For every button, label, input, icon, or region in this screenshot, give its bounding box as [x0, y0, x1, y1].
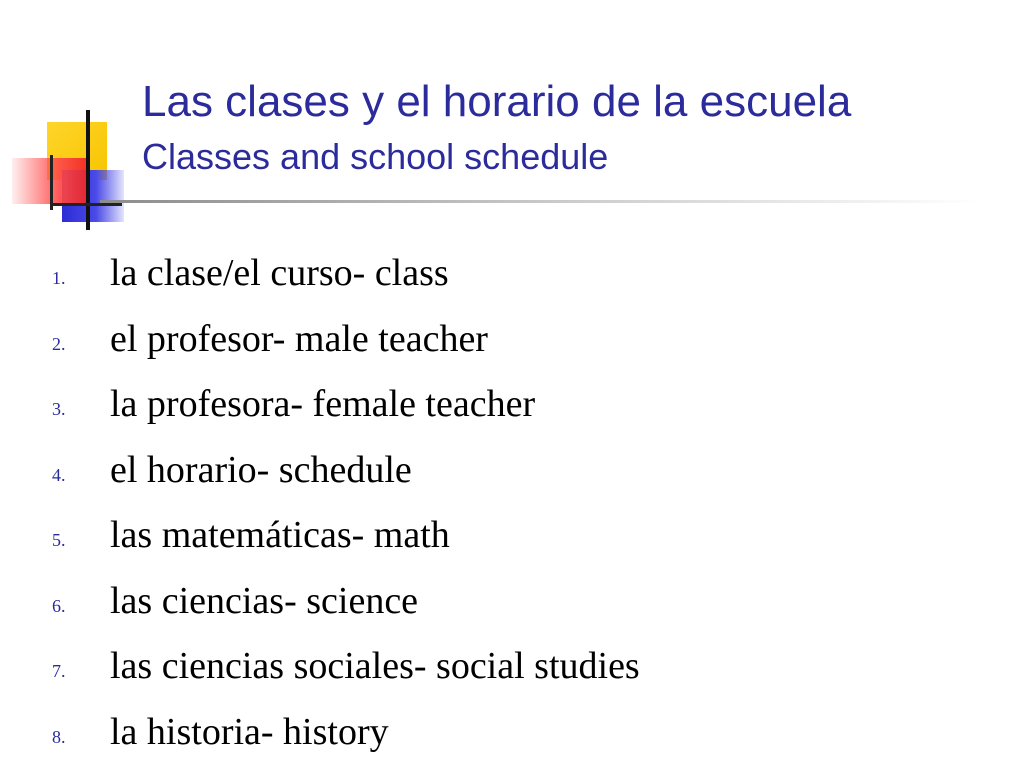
list-item-text: el profesor- male teacher: [110, 317, 488, 360]
list-item-number: 3.: [52, 399, 66, 419]
list-item-text: la historia- history: [110, 710, 389, 753]
list-item: [0, 637, 960, 703]
slide-subtitle: Classes and school schedule: [142, 136, 609, 177]
slide-title: Las clases y el horario de la escuela: [142, 77, 852, 126]
list-item: [0, 572, 960, 638]
list-item-number: 2.: [52, 333, 66, 354]
list-item-text: la profesora- female teacher: [110, 383, 536, 425]
list-item-number: 5.: [52, 530, 66, 550]
vertical-line-shape: [86, 110, 90, 230]
short-vertical-line-shape: [50, 155, 53, 210]
list-item-number: 6.: [52, 595, 66, 616]
list-item-number: 4.: [52, 464, 66, 485]
decorative-squares-logo: [0, 100, 150, 235]
list-item-text: las ciencias sociales- social studies: [110, 645, 640, 687]
vocabulary-list: [0, 244, 960, 768]
list-item-text: el horario- schedule: [110, 448, 412, 491]
list-item: [0, 310, 960, 376]
title-divider: [100, 200, 980, 203]
list-item-number: 8.: [52, 726, 66, 747]
horizontal-line-shape: [52, 203, 122, 206]
list-item: [0, 703, 960, 768]
list-item-text: las matemáticas- math: [110, 514, 450, 556]
list-item: [0, 506, 960, 572]
list-item: [0, 441, 960, 507]
list-item: [0, 244, 960, 310]
list-item-number: 1.: [52, 268, 66, 288]
list-item-text: la clase/el curso- class: [110, 252, 449, 294]
list-item: [0, 375, 960, 441]
list-item-number: 7.: [52, 661, 66, 681]
list-item-text: las ciencias- science: [110, 579, 419, 622]
